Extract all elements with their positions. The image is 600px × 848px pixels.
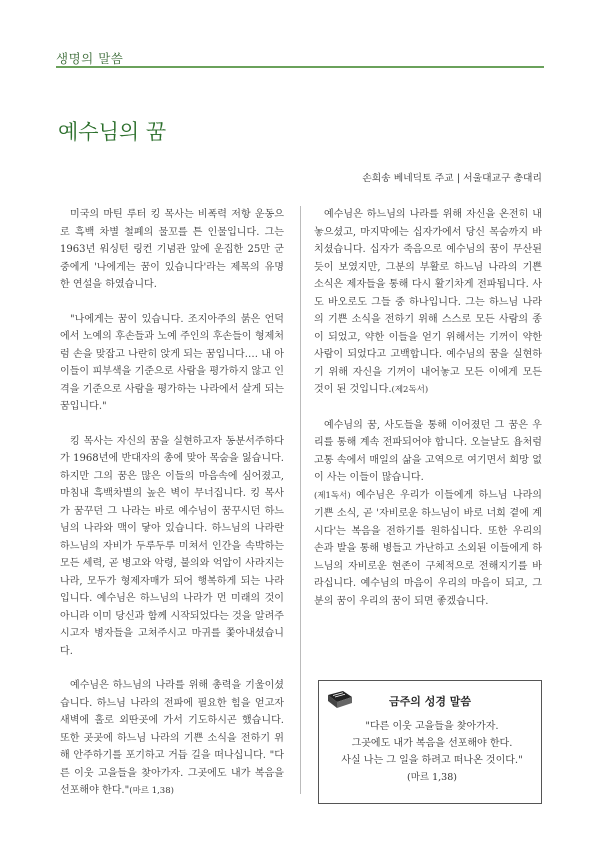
paragraph: 킹 목사는 자신의 꿈을 실현하고자 동분서주하다가 1968년에 반대자의 총에 맞아 목숨을 잃습니다. 하지만 그의 꿈은 많은 이들의 마음속에 심어졌고, 마침내 흑백차별의 높은 벽이 무너집니다. 킹 목사가 꿈꾸던 그 나라는 바로 예수님이 꿈꾸시던 하느님의 나라와 맥이 닿아 있습니다. 하느님의 나라란 하느님의 자비가 두루두루 미쳐서 인간을 속박하는 모든 세력, 곧 병고와 악령, 불의와 억압이 사라지는 나라, 모두가 형제자매가 되어 행복하게 되는 나라입니다. 예수님은 하느님의 나라가 먼 미래의 것이 아니라 이미 당신과 함께 시작되었다는 것을 알려주시고자 병자들을 고쳐주시고 마귀를 쫓아내셨습니다. <box>60 435 284 657</box>
paragraph <box>60 677 284 801</box>
verse-line: "다른 이웃 고을들을 찾아가자. <box>365 721 499 732</box>
left-column <box>60 206 284 801</box>
header-divider <box>56 66 544 68</box>
quote-paragraph: "나에게는 꿈이 있습니다. 조지아주의 붉은 언덕에서 노예의 후손들과 노예 주인의 후손들이 형제처럼 손을 맞잡고 나란히 앉게 되는 꿈입니다.… 내 아이들이 피부색을 기준으로 사람을 평가하지 않고 인격을 기준으로 사람을 평가하는 나라에서 살게 되는 꿈입니다." <box>60 313 284 412</box>
verse-box-title: 금주의 성경 말씀 <box>389 695 472 708</box>
paragraph-text: 예수님은 하느님의 나라를 위해 자신을 온전히 내놓으셨고, 마지막에는 십자가에서 당신 목숨까지 바치셨습니다. 십자가 죽음으로 예수님의 꿈이 무산된 듯이 보였지만, 그분의 부활로 하느님 나라의 기쁜 소식은 제자들을 통해 다시 활기차게 전파됩니다. 사도 바오로도 그들 중 하나입니다. 그는 하느님 나라의 기쁜 소식을 전하기 위해 스스로 모든 사람의 종이 되었고, 약한 이들을 얻기 위해서는 기꺼이 약한 사람이 되었다고 고백합니다. 예수님의 꿈을 실현하기 위해 자신을 기꺼이 내어놓고 모든 이에게 모든 것이 된 것입니다. <box>314 209 542 395</box>
reading-reference: (제2독서) <box>391 385 429 395</box>
verse-line: 그곳에도 내가 복음을 선포해야 한다. <box>351 738 513 749</box>
author-byline: 손희송 베네딕토 주교 | 서울대교구 총대리 <box>362 173 542 184</box>
paragraph-text: 예수님은 우리가 이들에게 하느님 나라의 기쁜 소식, 곧 '자비로운 하느님이 바로 너희 곁에 계시다'는 복음을 전하기를 원하십니다. 또한 우리의 손과 발을 통해 병들고 가난하고 소외된 이들에게 하느님의 자비로운 현존이 구체적으로 전해지기를 바라십니다. 예수님의 마음이 우리의 마음이 되고, 그분의 꿈이 우리의 꿈이 되면 좋겠습니다. <box>314 489 542 607</box>
bible-icon <box>325 689 355 711</box>
verse-reference: (마르 1,38) <box>407 772 457 783</box>
paragraph-text: 예수님은 하느님의 나라를 위해 총력을 기울이셨습니다. 하느님 나라의 전파에 필요한 힘을 얻고자 새벽에 홀로 외딴곳에 가서 기도하시곤 했습니다. 또한 곳곳에 하느님 나라의 기쁜 소식을 전하기 위해 안주하기를 포기하고 거듭 길을 떠나십니다. "다른 이웃 고을들을 찾아가자. 그곳에도 내가 복음을 선포해야 한다." <box>60 680 284 796</box>
verse-text <box>335 718 529 786</box>
scripture-reference: (마르 1,38) <box>129 786 174 796</box>
weekly-verse-box <box>318 680 542 804</box>
article-title: 예수님의 꿈 <box>58 120 167 144</box>
section-header-label: 생명의 말씀 <box>56 51 124 66</box>
paragraph: 미국의 마틴 루터 킹 목사는 비폭력 저항 운동으로 흑백 차별 철폐의 물꼬를 튼 인물입니다. 그는 1963년 워싱턴 링컨 기념관 앞에 운집한 25만 군중에게 '나에게는 꿈이 있습니다'라는 제목의 유명한 연설을 하였습니다. <box>60 209 284 290</box>
paragraph-text: 예수님의 꿈, 사도들을 통해 이어졌던 그 꿈은 우리를 통해 계속 전파되어야 합니다. 오늘날도 욥처럼 고통 속에서 매일의 삶을 고역으로 여기면서 희망 없이 사는 이들이 많습니다. <box>314 419 542 483</box>
paragraph <box>314 206 542 400</box>
paragraph <box>314 417 542 611</box>
right-column <box>314 206 542 610</box>
reading-reference: (제1독서) <box>314 490 351 501</box>
verse-line: 사실 나는 그 일을 하려고 떠나온 것이다." <box>341 755 523 766</box>
column-divider <box>300 206 301 794</box>
